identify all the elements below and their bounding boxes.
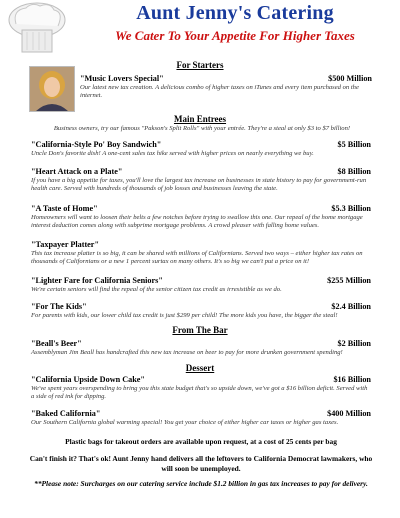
menu-item	[31, 375, 371, 401]
surcharge-note: **Please note: Surcharges on our catering service include $1.2 billion in gas tax increases to pay for delivery.	[34, 479, 368, 488]
item-name: "A Taste of Home"	[31, 204, 98, 213]
menu-item	[31, 204, 371, 230]
item-description: Our Southern California global warming special! You get your choice of either higher car taxes or higher gas taxes.	[31, 419, 339, 426]
item-name: "California Upside Down Cake"	[31, 375, 145, 384]
item-price: $255 Million	[327, 276, 371, 285]
leftovers-notice: Can't finish it? That's ok! Aunt Jenny hand delivers all the leftovers to California Democrat lawmakers, who will soon be unemployed.	[29, 454, 373, 473]
item-description: Uncle Don's favorite dish! A one-cent sales tax hike served with higher prices on nearly everything we buy.	[31, 150, 314, 157]
bags-notice: Plastic bags for takeout orders are available upon request, at a cost of 25 cents per bag	[65, 437, 337, 446]
mains-intro: Business owners, try our famous "Pakson's Split Rolls" with your entrée. They're a steal at only $3 to $7 billion!	[53, 125, 351, 132]
section-from-the-bar: From The Bar	[172, 325, 228, 335]
item-description: Assemblyman Jim Beall has handcrafted this new tax increase on beer to pay for more drunken government spending!	[31, 349, 343, 356]
item-price: $2 Billion	[337, 339, 371, 348]
item-name: "California-Style Po' Boy Sandwich"	[31, 140, 162, 149]
item-description: Our latest new tax creation. A delicious combo of higher taxes on iTunes and every item purchased on the internet.	[80, 84, 359, 100]
section-dessert: Dessert	[185, 363, 215, 373]
item-description: Homeowners will want to loosen their belts a few notches before trying to swallow this one. Our repeal of the home mortgage interest deduction comes along with subprime mortgage problems. A crowd pleaser with falling home values.	[31, 214, 363, 230]
aunt-jenny-photo	[29, 66, 75, 112]
item-description: If you have a big appetite for taxes, you'll love the largest tax increase on businesses in state history to pay for government-run health care. Served with hundreds of thousands of job losses and businesses leaving the state.	[31, 177, 367, 193]
item-description: We're certain seniors will find the repeal of the senior citizen tax credit as irresistible as we do.	[31, 286, 282, 293]
menu-item	[31, 167, 371, 193]
page-title: Aunt Jenny's Catering	[136, 2, 334, 24]
tagline: We Cater To Your Appetite For Higher Taxes	[115, 28, 355, 43]
menu-item	[31, 276, 371, 294]
item-name: "For The Kids"	[31, 302, 87, 311]
section-starters: For Starters	[176, 60, 224, 70]
item-name: "Baked California"	[31, 409, 101, 418]
item-description: We've spent years overspending to bring you this state budget that's so upside down, we've got a $16 billion deficit. Served with a side of red ink for dipping.	[31, 385, 368, 401]
chef-hat-icon	[2, 0, 72, 58]
menu-item-music-lovers	[80, 74, 372, 100]
item-price: $2.4 Billion	[331, 302, 371, 311]
item-price: $5.3 Billion	[331, 204, 371, 213]
menu-item	[31, 409, 371, 427]
item-description: For parents with kids, our lower child tax credit is just $299 per child! The more kids you have, the bigger the steal!	[31, 312, 338, 319]
item-name: "Music Lovers Special"	[80, 74, 164, 83]
item-price: $5 Billion	[337, 140, 371, 149]
menu-item	[31, 240, 371, 266]
item-name: "Heart Attack on a Plate"	[31, 167, 123, 176]
item-price: $16 Billion	[333, 375, 371, 384]
section-main-entrees: Main Entrees	[173, 114, 227, 124]
item-price: $8 Billion	[337, 167, 371, 176]
item-description: This tax increase platter is so big, it can be shared with millions of Californians. Served two ways – either higher tax rates on thousands of Californians or a new 1 percent surtax on many others. It's so big we can't put a price on it!	[31, 250, 363, 266]
item-price: $500 Million	[328, 74, 372, 83]
item-name: "Taxpayer Platter"	[31, 240, 99, 249]
menu-item-bealls-beer	[31, 339, 371, 357]
menu-item	[31, 302, 371, 320]
item-name: "Beall's Beer"	[31, 339, 82, 348]
menu-item	[31, 140, 371, 158]
item-name: "Lighter Fare for California Seniors"	[31, 276, 163, 285]
item-price: $400 Million	[327, 409, 371, 418]
